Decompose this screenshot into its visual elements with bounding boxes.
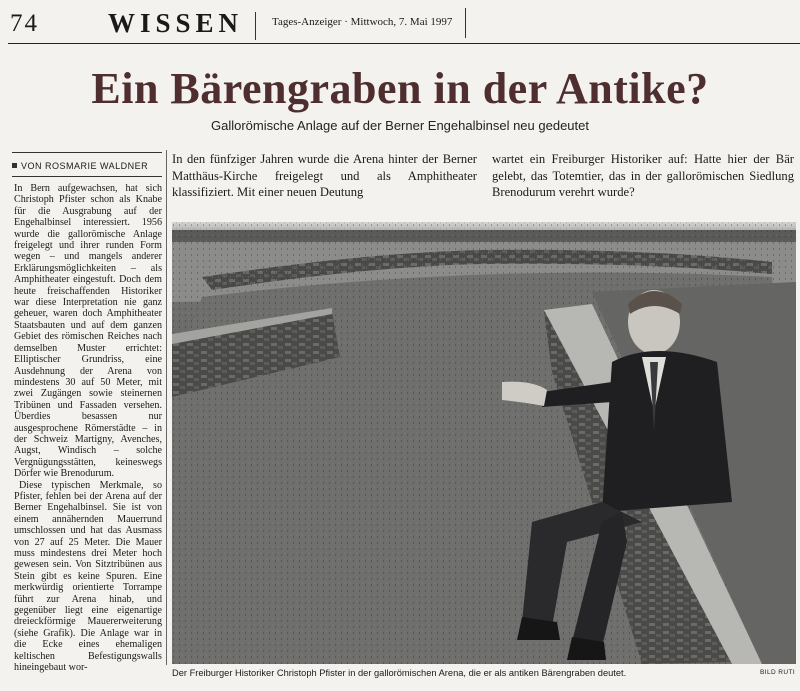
byline	[12, 152, 162, 177]
column-rule	[166, 150, 167, 665]
subheadline: Gallorömische Anlage auf der Berner Engehalbinsel neu gedeutet	[211, 118, 589, 133]
dateline: Tages-Anzeiger · Mittwoch, 7. Mai 1997	[272, 16, 453, 28]
photo-caption: Der Freiburger Historiker Christoph Pfister in der gallorömischen Arena, die er als antiken Bärengraben deutet.	[172, 668, 627, 678]
body-paragraph: Diese typischen Merkmale, so Pfister, fehlen bei der Arena auf der Berner Engehalbinsel. Sie ist von einem annähernden Mauerrund umschlossen und hat das Ausmass von 27 auf 25 Meter. Die Mauer muss mindestens drei Meter hoch gewesen sein. Von Sitztribünen aus Stein gibt es keine Spuren. Eine merkwürdig orientierte Torrampe führt zur Arena hinab, und gegenüber liegt eine eigenartige dreieckförmige Mauererweiterung (siehe Grafik). Die Anlage war in die Ecke eines ehemaligen keltischen Befestigungswalls hineingebaut wor-	[14, 479, 162, 674]
byline-author: VON ROSMARIE WALDNER	[21, 161, 149, 171]
masthead-divider	[255, 12, 256, 40]
byline-marker	[12, 163, 17, 168]
photo-credit: BILD RUTI	[760, 669, 796, 676]
article-body	[14, 183, 162, 691]
photo	[172, 222, 796, 664]
masthead-rule	[8, 43, 800, 44]
lead-paragraph-left: In den fünfziger Jahren wurde die Arena hinter der Berner Matthäus-Kirche freigelegt und als Amphitheater klassifiziert. Mit einer neuen Deutung	[172, 152, 477, 199]
page-number: 74	[10, 10, 39, 37]
headline: Ein Bärengraben in der Antike?	[91, 64, 709, 113]
body-paragraph: In Bern aufgewachsen, hat sich Christoph Pfister schon als Knabe für die Ausgrabung auf der Engehalbinsel interessiert. 1956 wurde die gallorömische Anlage freigelegt und ihrer runden Form wegen – und mangels anderer Erklärungsmöglichkeiten – als Amphitheater eingestuft. Doch dem heute freischaffenden Historiker war diese Interpretation nie ganz geheuer, waren doch Amphitheater Staatsbauten und auf dem ganzen Gebiet des römischen Reiches nach demselben Muster errichtet: Elliptischer Grundriss, eine Ausdehnung der Arena von mindestens 30 auf 50 Meter, mit zwei Zugängen sowie steinernen Tribünen und Fassaden versehen. Überdies besassen nur ausgesprochene Römerstädte – in der Schweiz Martigny, Avenches, Augst, Windisch – solche Vergnügungsstätten, keineswegs Dörfer wie Brenodurum.	[14, 183, 162, 480]
arena-photo	[172, 222, 796, 664]
section-title: WISSEN	[108, 8, 244, 38]
lead-paragraph-right: wartet ein Freiburger Historiker auf: Hatte hier der Bär gelebt, das Totemtier, das in der gallorömischen Siedlung Brenodurum verehrt wurde?	[492, 152, 794, 199]
dateline-divider	[465, 8, 466, 38]
